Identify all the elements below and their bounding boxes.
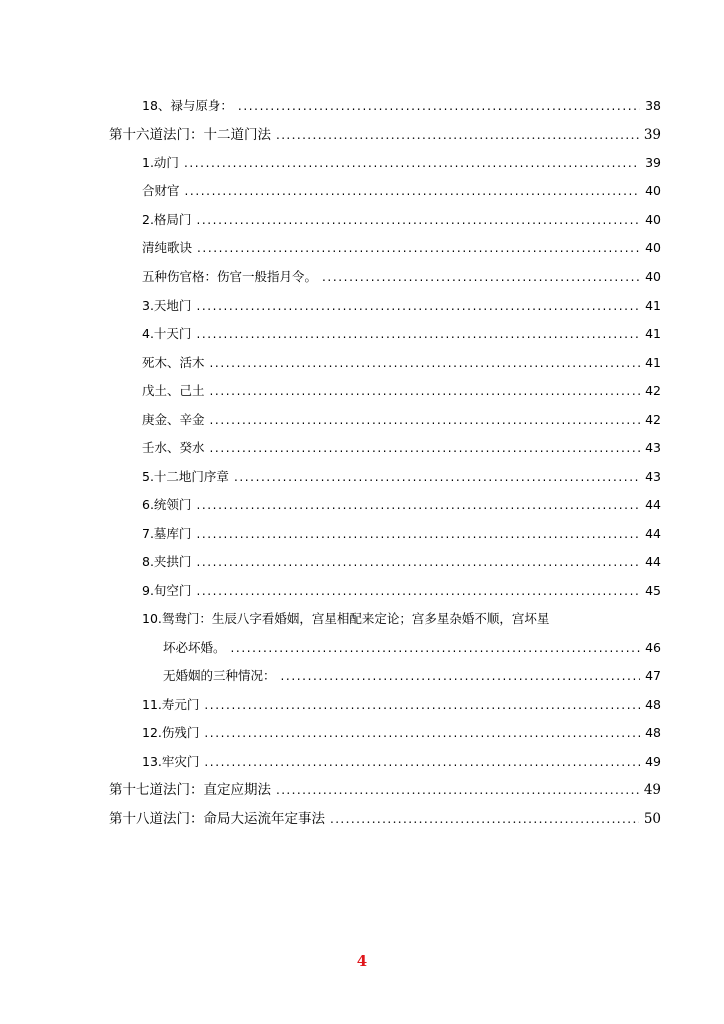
toc-leader-dots xyxy=(196,523,640,545)
toc-entry[interactable] xyxy=(0,180,724,202)
toc-entry[interactable] xyxy=(0,209,724,231)
toc-entry[interactable] xyxy=(0,494,724,516)
toc-entry[interactable] xyxy=(0,665,724,687)
toc-entry-continuation[interactable] xyxy=(0,637,724,659)
toc-leader-dots xyxy=(330,808,639,830)
toc-leader-dots xyxy=(185,180,641,202)
toc-leader-dots xyxy=(196,295,640,317)
toc-entry[interactable] xyxy=(0,551,724,573)
toc-leader-dots xyxy=(238,95,640,117)
toc-entry-label: 11.寿元门 xyxy=(142,697,200,712)
toc-leader-dots xyxy=(276,779,639,801)
toc-entry-page: 42 xyxy=(645,383,661,398)
toc-entry-page: 42 xyxy=(645,412,661,427)
toc-entry-label: 5.十二地门序章 xyxy=(142,469,229,484)
toc-entry[interactable] xyxy=(0,437,724,459)
toc-entry[interactable] xyxy=(0,352,724,374)
toc-leader-dots xyxy=(234,466,640,488)
toc-entry-page: 43 xyxy=(645,469,661,484)
toc-leader-dots xyxy=(210,409,641,431)
toc-entry-label: 死木、活木 xyxy=(142,355,205,370)
toc-entry[interactable] xyxy=(0,95,724,117)
toc-entry-label: 2.格局门 xyxy=(142,212,192,227)
toc-entry-page: 41 xyxy=(645,355,661,370)
toc-entry[interactable] xyxy=(0,523,724,545)
toc-entry[interactable] xyxy=(0,295,724,317)
toc-entry-label: 第十七道法门：直定应期法 xyxy=(109,782,271,798)
toc-entry[interactable] xyxy=(0,124,724,146)
toc-leader-dots xyxy=(196,209,640,231)
toc-entry[interactable] xyxy=(0,779,724,801)
toc-entry-page: 50 xyxy=(643,811,661,827)
toc-entry[interactable] xyxy=(0,466,724,488)
toc-entry-label: 无婚姻的三种情况： xyxy=(163,668,276,683)
toc-entry[interactable] xyxy=(0,580,724,602)
toc-entry-page: 44 xyxy=(645,554,661,569)
toc-entry-page: 48 xyxy=(645,697,661,712)
toc-entry-page: 41 xyxy=(645,298,661,313)
toc-leader-dots xyxy=(196,494,640,516)
toc-entry-page: 40 xyxy=(645,183,661,198)
toc-leader-dots xyxy=(210,437,641,459)
toc-leader-dots xyxy=(197,237,640,259)
toc-entry-label: 12.伤残门 xyxy=(142,725,200,740)
toc-entry-label: 7.墓库门 xyxy=(142,526,192,541)
toc-entry-label: 合财官 xyxy=(142,183,180,198)
toc-leader-dots xyxy=(204,722,640,744)
toc-entry-page: 40 xyxy=(645,269,661,284)
toc-entry-page: 40 xyxy=(645,240,661,255)
toc-entry-label: 戊土、己土 xyxy=(142,383,205,398)
toc-entry-page: 46 xyxy=(645,640,661,655)
toc-entry-page: 48 xyxy=(645,725,661,740)
toc-entry-label: 清纯歌诀 xyxy=(142,240,193,255)
toc-entry-label: 13.牢灾门 xyxy=(142,754,200,769)
toc-entry-page: 38 xyxy=(645,98,661,113)
toc-entry[interactable] xyxy=(0,808,724,830)
toc-entry[interactable] xyxy=(0,323,724,345)
toc-entry-page: 49 xyxy=(645,754,661,769)
toc-entry-label: 8.夹拱门 xyxy=(142,554,192,569)
toc-leader-dots xyxy=(281,665,641,687)
toc-entry-label: 1.动门 xyxy=(142,155,179,170)
toc-entry-page: 45 xyxy=(645,583,661,598)
toc-entry[interactable] xyxy=(0,152,724,174)
toc-leader-dots xyxy=(204,751,640,773)
toc-leader-dots xyxy=(196,551,640,573)
page-number: 4 xyxy=(356,952,368,970)
toc-entry-page: 49 xyxy=(643,782,661,798)
toc-entry-page: 44 xyxy=(645,526,661,541)
toc-entry-page: 44 xyxy=(645,497,661,512)
toc-entry-page: 39 xyxy=(643,127,661,143)
toc-entry-label: 3.天地门 xyxy=(142,298,192,313)
toc-entry[interactable] xyxy=(0,266,724,288)
toc-entry-label: 庚金、辛金 xyxy=(142,412,205,427)
toc-entry[interactable] xyxy=(0,237,724,259)
toc-entry-label: 18、禄与原身： xyxy=(142,98,233,113)
toc-leader-dots xyxy=(196,323,640,345)
toc-leader-dots xyxy=(210,352,641,374)
toc-entry-page: 41 xyxy=(645,326,661,341)
toc-entry-wrapped[interactable] xyxy=(0,608,724,630)
toc-entry-label: 第十六道法门：十二道门法 xyxy=(109,127,271,143)
toc-entry-label: 4.十天门 xyxy=(142,326,192,341)
toc-entry-page: 47 xyxy=(645,668,661,683)
toc-entry-label: 9.旬空门 xyxy=(142,583,192,598)
toc-leader-dots xyxy=(184,152,640,174)
toc-leader-dots xyxy=(204,694,640,716)
toc-leader-dots xyxy=(210,380,641,402)
toc-entry[interactable] xyxy=(0,694,724,716)
toc-leader-dots xyxy=(231,637,641,659)
toc-entry[interactable] xyxy=(0,722,724,744)
toc-entry-label: 第十八道法门：命局大运流年定事法 xyxy=(109,811,325,827)
toc-entry-label: 坏必坏婚。 xyxy=(163,640,226,655)
toc-entry-label: 10.鸳鸯门：生辰八字看婚姻，宫星相配来定论；宫多星杂婚不顺，宫坏星 xyxy=(142,611,550,626)
toc-entry[interactable] xyxy=(0,380,724,402)
toc-entry[interactable] xyxy=(0,409,724,431)
toc-leader-dots xyxy=(196,580,640,602)
toc-entry-label: 壬水、癸水 xyxy=(142,440,205,455)
toc-leader-dots xyxy=(322,266,640,288)
toc-entry-page: 43 xyxy=(645,440,661,455)
toc-entry-label: 五种伤官格：伤官一般指月令。 xyxy=(142,269,318,284)
toc-leader-dots xyxy=(276,124,639,146)
toc-entry-label: 6.统领门 xyxy=(142,497,192,512)
toc-entry-page: 40 xyxy=(645,212,661,227)
toc-entry-page: 39 xyxy=(645,155,661,170)
toc-entry[interactable] xyxy=(0,751,724,773)
